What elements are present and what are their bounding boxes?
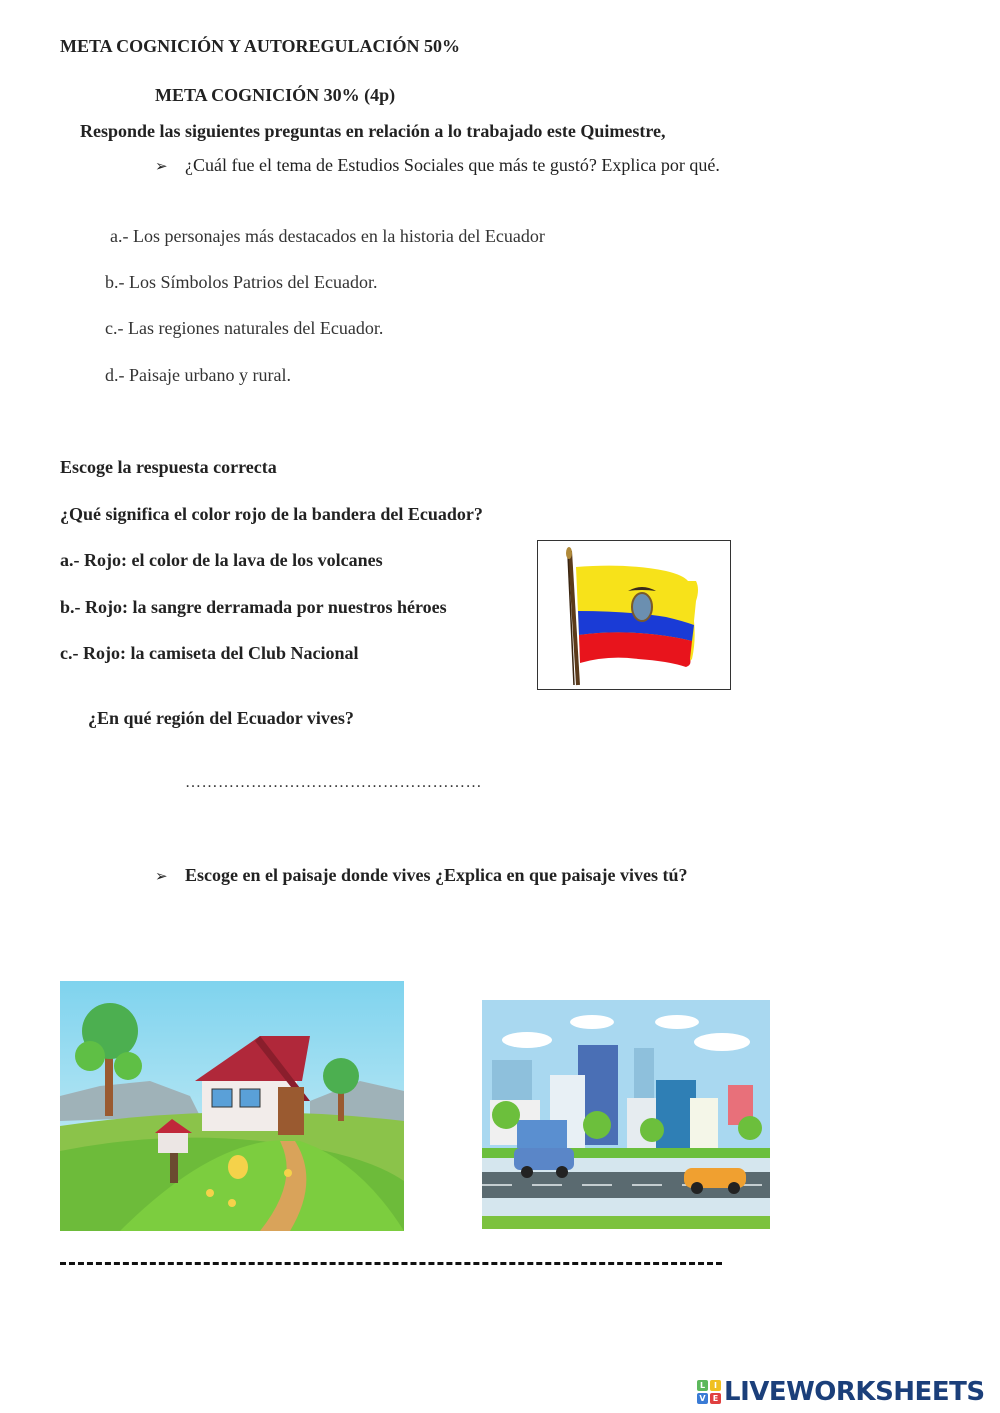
question-4	[155, 865, 688, 886]
question-1-option-b[interactable]: b.- Los Símbolos Patrios del Ecuador.	[105, 272, 378, 292]
question-4-text: Escoge en el paisaje donde vives ¿Explica en que paisaje vives tú?	[185, 865, 688, 885]
question-1-option-d[interactable]: d.- Paisaje urbano y rural.	[105, 365, 291, 385]
liveworksheets-logo[interactable]	[697, 1376, 985, 1408]
question-2-option-b[interactable]: b.- Rojo: la sangre derramada por nuestros héroes	[60, 597, 447, 617]
section-title-choose: Escoge la respuesta correcta	[60, 457, 277, 477]
ecuador-flag-image	[537, 540, 731, 690]
logo-tile-e: E	[710, 1393, 721, 1404]
document-title: META COGNICIÓN Y AUTOREGULACIÓN 50%	[60, 36, 461, 56]
question-1-option-c[interactable]: c.- Las regiones naturales del Ecuador.	[105, 318, 384, 338]
logo-text: LIVEWORKSHEETS	[724, 1377, 985, 1407]
logo-tile-i: I	[710, 1380, 721, 1391]
question-1-option-a[interactable]: a.- Los personajes más destacados en la historia del Ecuador	[110, 226, 545, 246]
rural-landscape-image[interactable]	[60, 981, 404, 1231]
flag-illustration	[538, 541, 730, 689]
question-3-text: ¿En qué región del Ecuador vives?	[88, 708, 354, 728]
answer-line-input[interactable]: ………………………………………………	[185, 774, 482, 791]
document-subtitle: META COGNICIÓN 30% (4p)	[155, 85, 396, 105]
instruction-text: Responde las siguientes preguntas en relación a lo trabajado este Quimestre,	[80, 121, 666, 141]
question-2-option-a[interactable]: a.- Rojo: el color de la lava de los volcanes	[60, 550, 383, 570]
rural-illustration	[60, 981, 404, 1231]
question-1	[155, 155, 720, 176]
question-2-option-c[interactable]: c.- Rojo: la camiseta del Club Nacional	[60, 643, 359, 663]
logo-tile-l: L	[697, 1380, 708, 1391]
question-1-text: ¿Cuál fue el tema de Estudios Sociales que más te gustó? Explica por qué.	[185, 155, 720, 175]
arrowhead-bullet-icon: ➢	[155, 157, 168, 175]
question-2-text: ¿Qué significa el color rojo de la bandera del Ecuador?	[60, 504, 483, 524]
urban-landscape-image[interactable]	[482, 1000, 770, 1229]
logo-tile-v: V	[697, 1393, 708, 1404]
logo-tiles-icon	[697, 1380, 721, 1404]
urban-illustration	[482, 1000, 770, 1229]
section-divider	[60, 1262, 722, 1265]
arrowhead-bullet-icon: ➢	[155, 867, 168, 885]
